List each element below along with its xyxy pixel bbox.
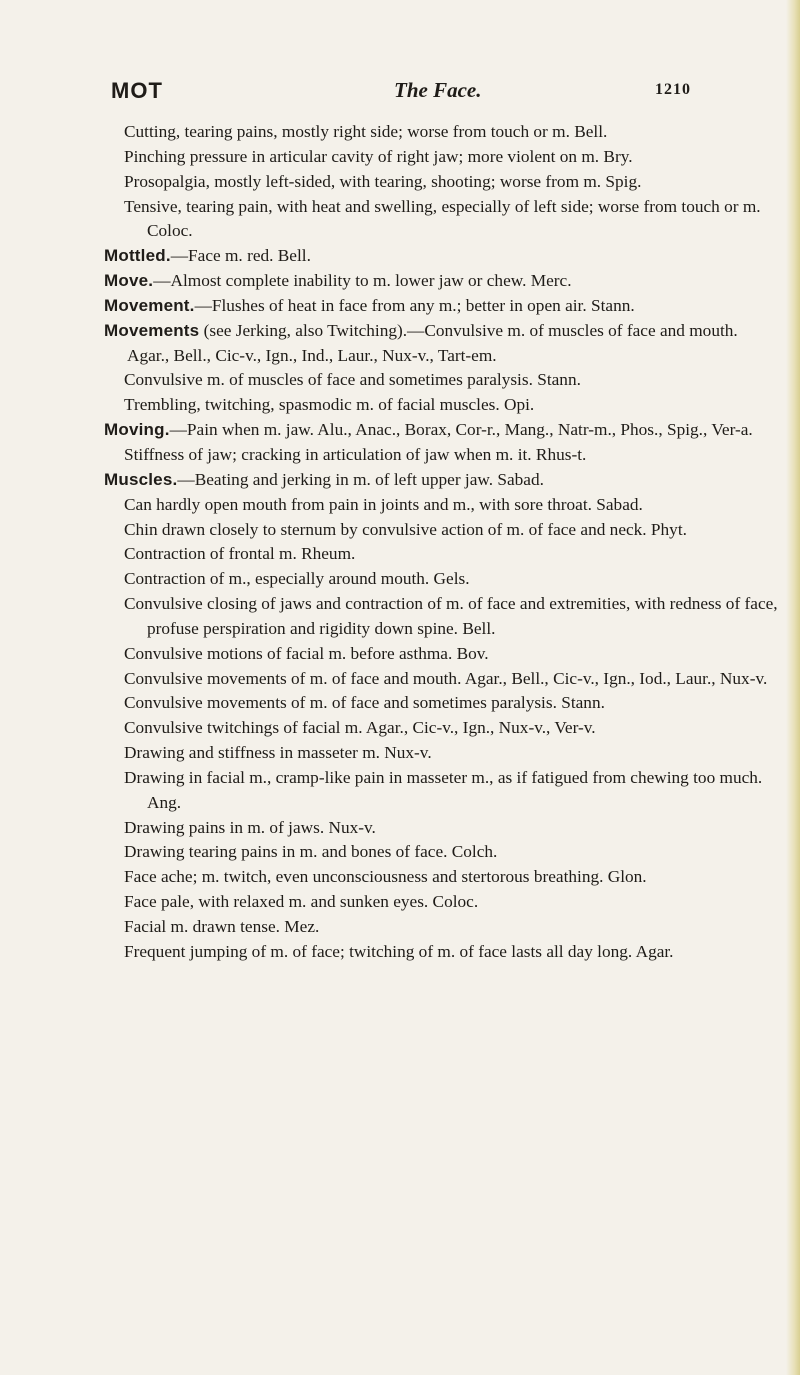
sub-entry <box>124 766 780 816</box>
rubric-entry <box>104 269 780 294</box>
sub-entry <box>124 120 780 145</box>
entry-text: Prosopalgia, mostly left-sided, with tearing, shooting; worse from m. Spig. <box>124 171 642 191</box>
entry-text: Facial m. drawn tense. Mez. <box>124 917 320 936</box>
sub-entry <box>124 890 780 915</box>
sub-entry <box>124 195 780 245</box>
entry-text: Trembling, twitching, spasmodic m. of facial muscles. Opi. <box>124 395 535 415</box>
entry-text: Convulsive m. of muscles of face and sometimes paralysis. Stann. <box>124 370 581 390</box>
entry-text: Face ache; m. twitch, even unconsciousness and stertorous breathing. Glon. <box>124 867 647 887</box>
entry-text: Tensive, tearing pain, with heat and swelling, especially of left side; worse from touch or m. Coloc. <box>124 196 761 241</box>
sub-entry <box>124 443 780 468</box>
sub-entry <box>124 170 780 195</box>
entry-text: Convulsive movements of m. of face and sometimes paralysis. Stann. <box>124 693 605 713</box>
sub-entry <box>124 592 780 642</box>
sub-entry <box>124 542 780 567</box>
rubric-entry <box>104 319 780 369</box>
entry-text: Drawing pains in m. of jaws. Nux-v. <box>124 817 376 837</box>
sub-entry <box>124 716 780 741</box>
sub-entry <box>124 368 780 393</box>
sub-entry <box>124 940 780 965</box>
rubric-keyword: Move. <box>104 271 154 291</box>
sub-entry <box>124 741 780 766</box>
entry-text: Chin drawn closely to sternum by convulsive action of m. of face and neck. Phyt. <box>124 519 687 539</box>
sub-entry <box>124 493 780 518</box>
sub-entry <box>124 840 780 865</box>
entry-text: Convulsive twitchings of facial m. Agar., Cic-v., Ign., Nux-v., Ver-v. <box>124 718 596 738</box>
rubric-entry <box>104 468 780 493</box>
page-body <box>104 120 780 965</box>
entry-text: Frequent jumping of m. of face; twitching of m. of face lasts all day long. Agar. <box>124 941 674 961</box>
entry-text: Convulsive movements of m. of face and mouth. Agar., Bell., Cic-v., Ign., Iod., Laur., Nux-v. <box>124 668 768 688</box>
rubric-entry <box>104 294 780 319</box>
entry-text: Face pale, with relaxed m. and sunken eyes. Coloc. <box>124 892 479 912</box>
entry-text: Contraction of frontal m. Rheum. <box>124 544 356 564</box>
sub-entry <box>124 816 780 841</box>
rubric-entry <box>104 418 780 443</box>
rubric-keyword: Moving. <box>104 420 170 440</box>
page-number: 1210 <box>655 81 691 98</box>
sub-entry <box>124 667 780 692</box>
rubric-keyword: Muscles. <box>104 469 178 489</box>
sub-entry <box>124 915 780 940</box>
entry-text: Convulsive closing of jaws and contraction of m. of face and extremities, with redness of face, profuse perspiration and rigidity down spine. Bell. <box>124 594 778 638</box>
rubric-keyword: Movement. <box>104 295 195 315</box>
entry-text: Convulsive motions of facial m. before asthma. Bov. <box>124 643 489 663</box>
entry-text: Cutting, tearing pains, mostly right side; worse from touch or m. Bell. <box>124 122 608 141</box>
sub-entry <box>124 691 780 716</box>
sub-entry <box>124 518 780 543</box>
running-header <box>111 78 691 108</box>
entry-text: Pinching pressure in articular cavity of right jaw; more violent on m. Bry. <box>124 146 633 166</box>
entry-text: (see Jerking, also Twitching).—Convulsive m. of muscles of face and mouth. Agar., Bell., Cic-v., Ign., Ind., Laur., Nux-v., Tart-em. <box>127 320 738 365</box>
entry-text: Drawing and stiffness in masseter m. Nux-v. <box>124 743 432 763</box>
header-section-title: The Face. <box>394 78 482 102</box>
entry-text: —Almost complete inability to m. lower jaw or chew. Merc. <box>153 271 572 291</box>
rubric-keyword: Movements <box>104 320 200 340</box>
sub-entry <box>124 642 780 667</box>
entry-text: Can hardly open mouth from pain in joints and m., with sore throat. Sabad. <box>124 494 643 514</box>
rubric-keyword: Mottled. <box>104 246 171 266</box>
entry-text: Drawing in facial m., cramp-like pain in masseter m., as if fatigued from chewing too much. Ang. <box>124 767 763 812</box>
entry-text: —Beating and jerking in m. of left upper jaw. Sabad. <box>177 469 544 489</box>
sub-entry <box>124 567 780 592</box>
entry-text: —Flushes of heat in face from any m.; better in open air. Stann. <box>194 295 635 315</box>
entry-text: Stiffness of jaw; cracking in articulation of jaw when m. it. Rhus-t. <box>124 444 587 464</box>
entry-text: —Pain when m. jaw. Alu., Anac., Borax, Cor-r., Mang., Natr-m., Phos., Spig., Ver-a. <box>169 420 753 440</box>
sub-entry <box>124 865 780 890</box>
page-edge <box>786 0 800 1375</box>
rubric-entry <box>104 244 780 269</box>
entry-text: —Face m. red. Bell. <box>170 246 311 266</box>
entry-text: Drawing tearing pains in m. and bones of face. Colch. <box>124 842 498 862</box>
sub-entry <box>124 393 780 418</box>
entry-text: Contraction of m., especially around mouth. Gels. <box>124 569 470 589</box>
header-guide-word: MOT <box>111 78 163 103</box>
sub-entry <box>124 145 780 170</box>
